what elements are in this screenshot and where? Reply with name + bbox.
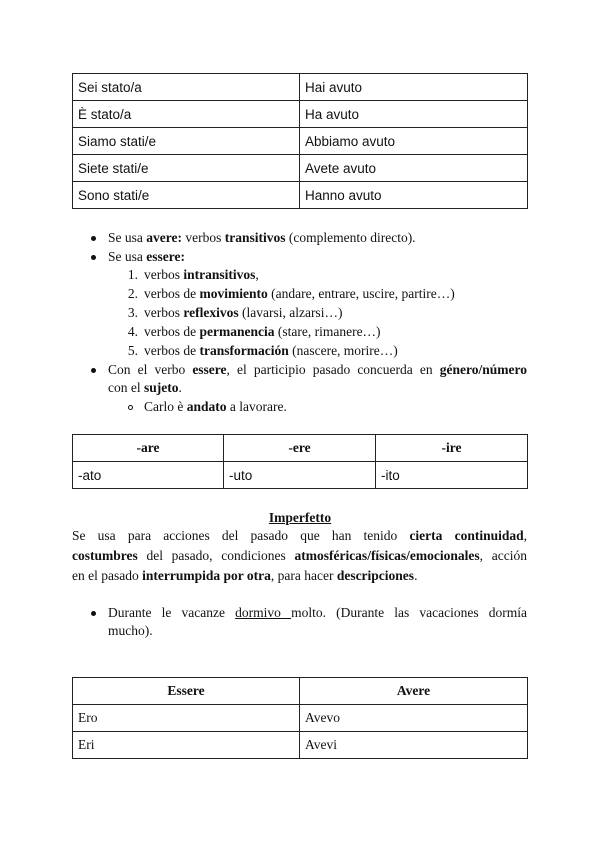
keyword: essere:: [146, 249, 185, 264]
paragraph-line: [72, 546, 527, 566]
keyword: intransitivos: [183, 267, 256, 282]
table-header: -ire: [376, 435, 528, 462]
list-number: 3.: [127, 305, 138, 320]
keyword: transformación: [199, 343, 289, 358]
table-header-row: [73, 435, 528, 462]
keyword: sujeto: [144, 380, 179, 395]
table-cell: Hanno avuto: [300, 182, 528, 209]
text: (stare, rimanere…): [274, 324, 381, 339]
text: del pasado, condiciones: [137, 548, 295, 563]
table-cell: Avete avuto: [300, 155, 528, 182]
text: verbos: [144, 305, 184, 320]
text: con el: [108, 380, 144, 395]
list-item: [144, 323, 381, 341]
text: Se usa: [108, 249, 147, 264]
list-number: 2.: [127, 286, 138, 301]
table-cell: È stato/a: [73, 101, 300, 128]
text: (nascere, morire…): [288, 343, 398, 358]
table-cell: Ha avuto: [300, 101, 528, 128]
text: verbos de: [144, 286, 200, 301]
keyword: transitivos: [224, 230, 286, 245]
list-item-continuation: [108, 379, 182, 397]
table-cell: Eri: [73, 732, 300, 759]
table-cell: -ito: [376, 462, 528, 489]
text: verbos de: [144, 343, 200, 358]
keyword: avere:: [146, 230, 182, 245]
paragraph-line: [72, 566, 417, 586]
text: a lavorare.: [226, 399, 287, 414]
keyword: atmosféricas/físicas/emocionales: [294, 548, 480, 563]
table-row: [73, 182, 528, 209]
text: (andare, entrare, uscire, partire…): [267, 286, 455, 301]
table-cell: Avevi: [300, 732, 528, 759]
list-item: [144, 304, 342, 322]
imperfetto-table: [72, 677, 528, 759]
text: verbos: [181, 230, 225, 245]
paragraph-line: [72, 526, 527, 546]
list-item: [108, 604, 527, 622]
table-header: -are: [73, 435, 224, 462]
text: verbos de: [144, 324, 200, 339]
circle-bullet-icon: [128, 405, 133, 410]
table-cell: -uto: [224, 462, 376, 489]
table-cell: Ero: [73, 705, 300, 732]
text: Durante le vacanze: [108, 605, 236, 620]
text: (complemento directo).: [285, 230, 416, 245]
bullet-icon: [91, 236, 96, 241]
table-row: [73, 101, 528, 128]
text: .: [414, 568, 418, 583]
text: , acción: [479, 548, 527, 563]
keyword: permanencia: [199, 324, 275, 339]
keyword: costumbres: [72, 548, 138, 563]
underlined-verb: dormivo: [235, 605, 292, 620]
keyword: movimiento: [199, 286, 268, 301]
keyword: cierta continuidad: [409, 528, 524, 543]
text: Se usa para acciones del pasado que han tenido: [72, 528, 410, 543]
endings-table: [72, 434, 528, 489]
text: Carlo è: [144, 399, 187, 414]
keyword: interrumpida por otra: [142, 568, 271, 583]
keyword: essere: [192, 362, 227, 377]
table-cell: Hai avuto: [300, 74, 528, 101]
text: verbos: [144, 267, 184, 282]
table-cell: Avevo: [300, 705, 528, 732]
table-cell: Sono stati/e: [73, 182, 300, 209]
keyword: reflexivos: [183, 305, 239, 320]
table-row: [73, 705, 528, 732]
text: .: [178, 380, 182, 395]
list-item: [108, 248, 185, 266]
table-cell: Siamo stati/e: [73, 128, 300, 155]
list-item: [108, 229, 416, 247]
keyword: andato: [186, 399, 227, 414]
text: Se usa: [108, 230, 147, 245]
text: ,: [255, 267, 259, 282]
table-cell: Siete stati/e: [73, 155, 300, 182]
table-cell: -ato: [73, 462, 224, 489]
list-item: [144, 342, 398, 360]
table-header: -ere: [224, 435, 376, 462]
table-cell: Sei stato/a: [73, 74, 300, 101]
list-number: 4.: [127, 324, 138, 339]
table-row: [73, 128, 528, 155]
list-item: [144, 266, 259, 284]
bullet-icon: [91, 368, 96, 373]
table-row: [73, 155, 528, 182]
table-row: [73, 74, 528, 101]
list-item: [144, 285, 455, 303]
table-cell: Abbiamo avuto: [300, 128, 528, 155]
bullet-icon: [91, 255, 96, 260]
text: molto. (Durante las vacaciones dormía: [291, 605, 527, 620]
list-number: 5.: [127, 343, 138, 358]
list-number: 1.: [127, 267, 138, 282]
text: Con el verbo: [108, 362, 193, 377]
text: (lavarsi, alzarsi…): [238, 305, 343, 320]
table-row: [73, 732, 528, 759]
text: , para hacer: [270, 568, 337, 583]
list-item-continuation: mucho).: [108, 623, 153, 638]
list-item: [108, 360, 527, 380]
table-header: Avere: [300, 678, 528, 705]
table-header-row: [73, 678, 528, 705]
section-heading: Imperfetto: [268, 510, 332, 525]
text: ,: [523, 528, 527, 543]
table-row: [73, 462, 528, 489]
table-header: Essere: [73, 678, 300, 705]
auxiliary-table: [72, 73, 528, 209]
text: en el pasado: [72, 568, 143, 583]
text: , el participio pasado concuerda en: [226, 362, 440, 377]
list-item: [144, 398, 287, 416]
keyword: género/número: [439, 362, 527, 377]
keyword: descripciones: [336, 568, 415, 583]
bullet-icon: [91, 611, 96, 616]
